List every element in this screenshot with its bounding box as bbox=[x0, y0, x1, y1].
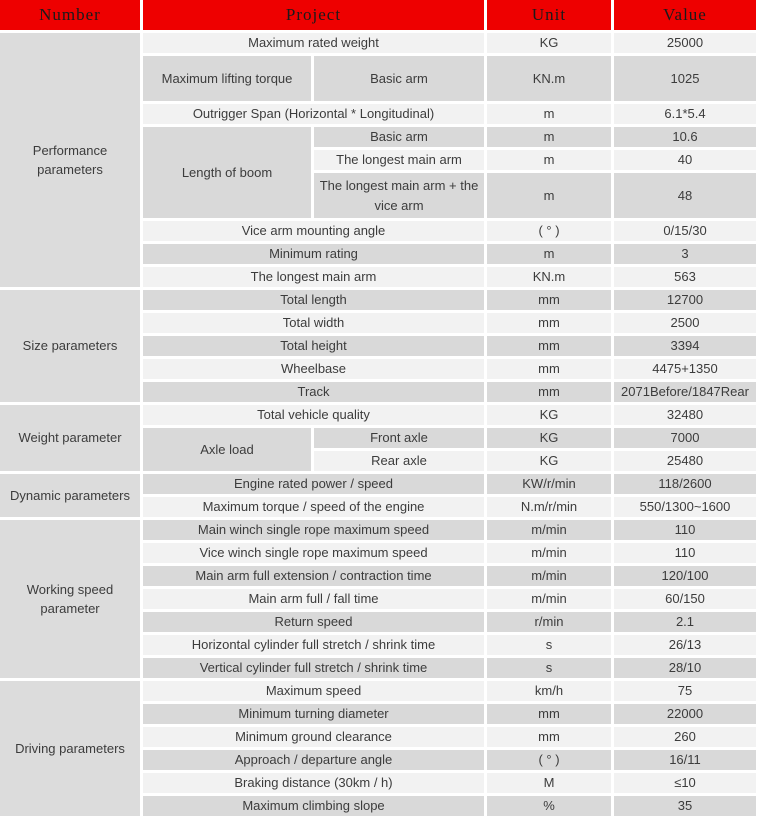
project-cell: Total length bbox=[143, 290, 484, 310]
unit-cell: m/min bbox=[487, 566, 611, 586]
project-cell: Maximum climbing slope bbox=[143, 796, 484, 816]
value-cell: 0/15/30 bbox=[614, 221, 756, 241]
value-cell: 32480 bbox=[614, 405, 756, 425]
unit-cell: m bbox=[487, 150, 611, 170]
project-sub-cell: Front axle bbox=[314, 428, 484, 448]
unit-cell: N.m/r/min bbox=[487, 497, 611, 517]
value-cell: 35 bbox=[614, 796, 756, 816]
project-cell: Vertical cylinder full stretch / shrink time bbox=[143, 658, 484, 678]
table-row bbox=[0, 290, 756, 310]
table-row bbox=[0, 520, 756, 540]
project-cell: Total vehicle quality bbox=[143, 405, 484, 425]
project-sub-cell: Basic arm bbox=[314, 56, 484, 101]
unit-cell: KN.m bbox=[487, 267, 611, 287]
value-cell: 4475+1350 bbox=[614, 359, 756, 379]
value-cell: 75 bbox=[614, 681, 756, 701]
value-cell: 22000 bbox=[614, 704, 756, 724]
project-cell: Maximum torque / speed of the engine bbox=[143, 497, 484, 517]
value-cell: 16/11 bbox=[614, 750, 756, 770]
unit-cell: KG bbox=[487, 451, 611, 471]
value-cell: 110 bbox=[614, 543, 756, 563]
column-header-unit: Unit bbox=[487, 0, 611, 30]
project-cell: Maximum speed bbox=[143, 681, 484, 701]
project-cell: Main arm full / fall time bbox=[143, 589, 484, 609]
table-row bbox=[0, 405, 756, 425]
value-cell: 2071Before/1847Rear bbox=[614, 382, 756, 402]
value-cell: 2.1 bbox=[614, 612, 756, 632]
unit-cell: mm bbox=[487, 382, 611, 402]
value-cell: 260 bbox=[614, 727, 756, 747]
unit-cell: KG bbox=[487, 405, 611, 425]
category-cell-performance: Performance parameters bbox=[0, 33, 140, 287]
unit-cell: m/min bbox=[487, 543, 611, 563]
value-cell: 48 bbox=[614, 173, 756, 218]
unit-cell: mm bbox=[487, 313, 611, 333]
unit-cell: KN.m bbox=[487, 56, 611, 101]
value-cell: 110 bbox=[614, 520, 756, 540]
project-cell: Main winch single rope maximum speed bbox=[143, 520, 484, 540]
unit-cell: m bbox=[487, 244, 611, 264]
project-cell: Total height bbox=[143, 336, 484, 356]
value-cell: 25480 bbox=[614, 451, 756, 471]
project-cell: Braking distance (30km / h) bbox=[143, 773, 484, 793]
unit-cell: s bbox=[487, 658, 611, 678]
header-row bbox=[0, 0, 756, 30]
unit-cell: mm bbox=[487, 359, 611, 379]
unit-cell: m bbox=[487, 173, 611, 218]
value-cell: 7000 bbox=[614, 428, 756, 448]
project-span-cell: Length of boom bbox=[143, 127, 311, 218]
column-header-number: Number bbox=[0, 0, 140, 30]
project-cell: Minimum ground clearance bbox=[143, 727, 484, 747]
unit-cell: m bbox=[487, 127, 611, 147]
project-span-cell: Axle load bbox=[143, 428, 311, 471]
value-cell: ≤10 bbox=[614, 773, 756, 793]
project-cell: Vice winch single rope maximum speed bbox=[143, 543, 484, 563]
category-cell-driving: Driving parameters bbox=[0, 681, 140, 816]
value-cell: 60/150 bbox=[614, 589, 756, 609]
unit-cell: M bbox=[487, 773, 611, 793]
unit-cell: KG bbox=[487, 33, 611, 53]
category-cell-dynamic: Dynamic parameters bbox=[0, 474, 140, 517]
category-cell-weight: Weight parameter bbox=[0, 405, 140, 471]
category-cell-size: Size parameters bbox=[0, 290, 140, 402]
table-row bbox=[0, 681, 756, 701]
project-cell: Wheelbase bbox=[143, 359, 484, 379]
unit-cell: mm bbox=[487, 704, 611, 724]
unit-cell: km/h bbox=[487, 681, 611, 701]
column-header-value: Value bbox=[614, 0, 756, 30]
value-cell: 40 bbox=[614, 150, 756, 170]
unit-cell: ( ° ) bbox=[487, 750, 611, 770]
value-cell: 6.1*5.4 bbox=[614, 104, 756, 124]
project-cell: Minimum rating bbox=[143, 244, 484, 264]
project-cell: Engine rated power / speed bbox=[143, 474, 484, 494]
value-cell: 2500 bbox=[614, 313, 756, 333]
unit-cell: s bbox=[487, 635, 611, 655]
project-sub-cell: The longest main arm + the vice arm bbox=[314, 173, 484, 218]
value-cell: 10.6 bbox=[614, 127, 756, 147]
project-cell: Approach / departure angle bbox=[143, 750, 484, 770]
project-cell: Maximum rated weight bbox=[143, 33, 484, 53]
unit-cell: m/min bbox=[487, 589, 611, 609]
unit-cell: mm bbox=[487, 336, 611, 356]
project-cell: Vice arm mounting angle bbox=[143, 221, 484, 241]
unit-cell: m bbox=[487, 104, 611, 124]
value-cell: 563 bbox=[614, 267, 756, 287]
unit-cell: KW/r/min bbox=[487, 474, 611, 494]
column-header-project: Project bbox=[143, 0, 484, 30]
project-cell: Maximum lifting torque bbox=[143, 56, 311, 101]
value-cell: 26/13 bbox=[614, 635, 756, 655]
value-cell: 25000 bbox=[614, 33, 756, 53]
value-cell: 28/10 bbox=[614, 658, 756, 678]
project-cell: Return speed bbox=[143, 612, 484, 632]
project-cell: Minimum turning diameter bbox=[143, 704, 484, 724]
project-cell: Horizontal cylinder full stretch / shrink time bbox=[143, 635, 484, 655]
project-cell: Total width bbox=[143, 313, 484, 333]
unit-cell: ( ° ) bbox=[487, 221, 611, 241]
project-cell: Main arm full extension / contraction time bbox=[143, 566, 484, 586]
project-sub-cell: Rear axle bbox=[314, 451, 484, 471]
value-cell: 12700 bbox=[614, 290, 756, 310]
project-sub-cell: Basic arm bbox=[314, 127, 484, 147]
project-sub-cell: The longest main arm bbox=[314, 150, 484, 170]
project-cell: Track bbox=[143, 382, 484, 402]
category-cell-working-speed: Working speed parameter bbox=[0, 520, 140, 678]
value-cell: 550/1300~1600 bbox=[614, 497, 756, 517]
unit-cell: mm bbox=[487, 727, 611, 747]
value-cell: 3394 bbox=[614, 336, 756, 356]
value-cell: 120/100 bbox=[614, 566, 756, 586]
project-cell: The longest main arm bbox=[143, 267, 484, 287]
table-row bbox=[0, 474, 756, 494]
unit-cell: r/min bbox=[487, 612, 611, 632]
project-cell: Outrigger Span (Horizontal * Longitudinal) bbox=[143, 104, 484, 124]
unit-cell: % bbox=[487, 796, 611, 816]
value-cell: 1025 bbox=[614, 56, 756, 101]
value-cell: 118/2600 bbox=[614, 474, 756, 494]
table-row bbox=[0, 33, 756, 53]
unit-cell: m/min bbox=[487, 520, 611, 540]
unit-cell: KG bbox=[487, 428, 611, 448]
value-cell: 3 bbox=[614, 244, 756, 264]
unit-cell: mm bbox=[487, 290, 611, 310]
